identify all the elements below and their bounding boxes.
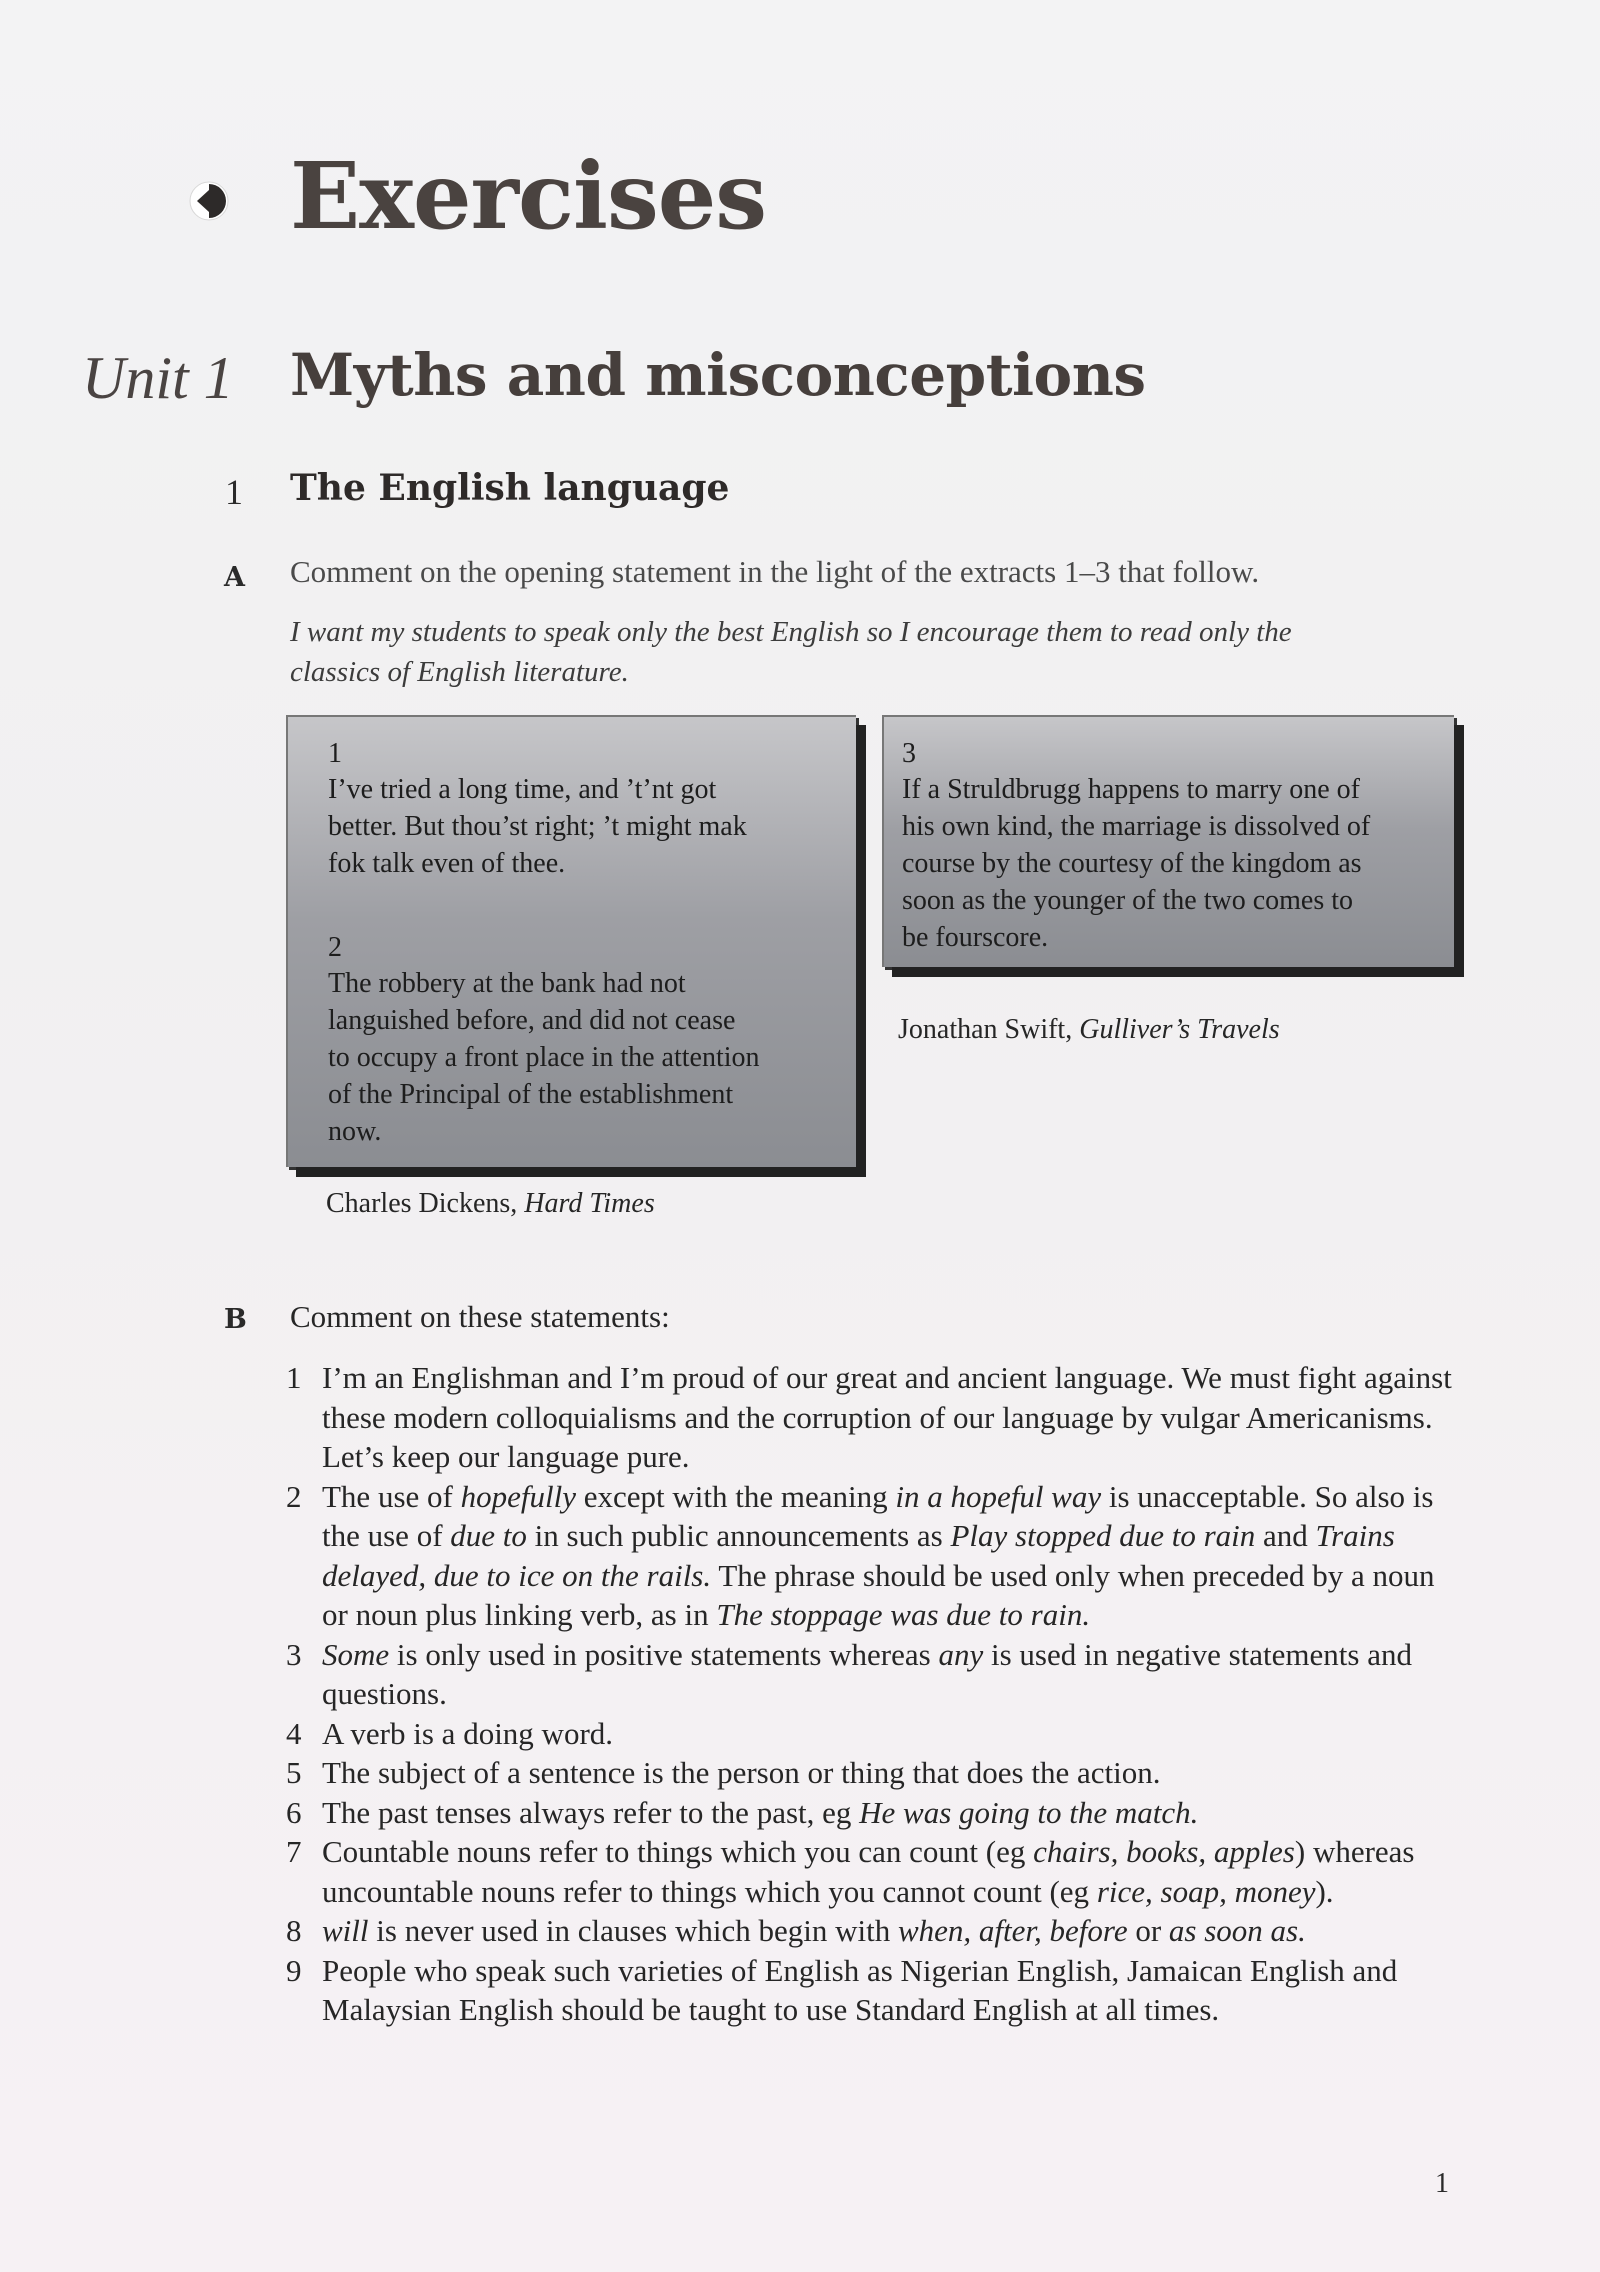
statement-text: Countable nouns refer to things which you can count (eg chairs, books, apples) whereas uncountable nouns refer to things which you cannot count (eg rice, soap, money). <box>322 1834 1415 1909</box>
unit-label: Unit 1 <box>82 345 234 411</box>
extract-3-text <box>902 771 1450 956</box>
extract-line: soon as the younger of the two comes to <box>902 885 1354 916</box>
statement-item <box>286 1793 1466 1833</box>
caption-author: Jonathan Swift, <box>898 1014 1080 1045</box>
part-a-instruction: Comment on the opening statement in the light of the extracts 1–3 that follow. <box>290 554 1260 589</box>
extract-line: fok talk even of thee. <box>328 848 566 879</box>
statement-number: 2 <box>286 1478 302 1514</box>
extract-line: to occupy a front place in the attention <box>328 1042 760 1073</box>
statement-text: I’m an Englishman and I’m proud of our great and ancient language. We must fight against these modern colloquialisms and the corruption of our language by vulgar Americanisms. Let’s keep our language pure. <box>322 1360 1452 1474</box>
extract-line: be fourscore. <box>902 922 1049 953</box>
statement-item <box>286 1951 1466 2030</box>
extract-line: now. <box>328 1116 382 1147</box>
caption-swift <box>898 1016 1280 1044</box>
statement-number: 9 <box>286 1952 302 1988</box>
statement-item <box>286 1911 1466 1951</box>
section-number: 1 <box>225 472 243 512</box>
statement-text: A verb is a doing word. <box>322 1715 614 1751</box>
section-title: The English language <box>290 467 730 509</box>
statement-number: 6 <box>286 1794 302 1830</box>
statement-number: 8 <box>286 1913 302 1948</box>
statement-text: will is never used in clauses which begin with when, after, before or as soon as. <box>322 1913 1306 1948</box>
statement-list <box>286 1358 1466 2030</box>
quote-line-2: classics of English literature. <box>290 656 629 688</box>
statement-text: People who speak such varieties of English as Nigerian English, Jamaican English and Malaysian English should be taught to use Standard English at all times. <box>322 1952 1398 2027</box>
caption-work: Gulliver’s Travels <box>1079 1014 1280 1045</box>
caption-work: Hard Times <box>524 1188 655 1219</box>
caption-dickens <box>326 1190 655 1218</box>
statement-text: The subject of a sentence is the person or thing that does the action. <box>322 1755 1161 1790</box>
extract-line: I’ve tried a long time, and ’t’nt got <box>328 774 717 805</box>
statement-item <box>286 1635 1466 1714</box>
statement-item <box>286 1714 1466 1754</box>
extract-2-text <box>328 965 853 1150</box>
page-heading: Exercises <box>290 142 767 250</box>
extract-line: of the Principal of the establishment <box>328 1079 734 1110</box>
extract-box-left <box>286 715 856 1167</box>
extract-3-number: 3 <box>902 738 916 769</box>
extract-line: course by the courtesy of the kingdom as <box>902 848 1362 879</box>
part-a-letter: A <box>224 562 245 593</box>
unit-title: Myths and misconceptions <box>290 341 1146 409</box>
page-number: 1 <box>1435 2168 1449 2199</box>
quote-line-1: I want my students to speak only the best English so I encourage them to read only the <box>290 616 1292 648</box>
section-arrow-icon <box>188 180 230 222</box>
statement-text: The past tenses always refer to the past, eg He was going to the match. <box>322 1794 1199 1830</box>
statement-item <box>286 1753 1466 1793</box>
extract-box-right <box>882 715 1454 967</box>
statement-item <box>286 1832 1466 1911</box>
statement-text: The use of hopefully except with the meaning in a hopeful way is unacceptable. So also is the use of due to in such public announcements as Play stopped due to rain and Trains delayed, due to ice on the rails. The phrase should be used only when preceded by a noun or noun plus linking verb, as in The stoppage was due to rain. <box>322 1478 1435 1632</box>
statement-item <box>286 1477 1466 1635</box>
statement-number: 3 <box>286 1636 302 1672</box>
statement-number: 7 <box>286 1834 302 1869</box>
extract-line: If a Struldbrugg happens to marry one of <box>902 774 1360 805</box>
extract-line: languished before, and did not cease <box>328 1005 736 1036</box>
opening-statement-quote <box>290 612 1450 692</box>
statement-number: 1 <box>286 1360 302 1395</box>
extract-line: his own kind, the marriage is dissolved of <box>902 811 1371 842</box>
caption-author: Charles Dickens, <box>326 1188 525 1219</box>
extract-line: The robbery at the bank had not <box>328 968 686 999</box>
statement-number: 5 <box>286 1755 302 1790</box>
part-b-letter: B <box>224 1304 247 1335</box>
statement-text: Some is only used in positive statements whereas any is used in negative statements and questions. <box>322 1636 1412 1711</box>
extract-1-text <box>328 771 848 882</box>
part-b-instruction: Comment on these statements: <box>290 1299 670 1334</box>
extract-2-number: 2 <box>328 932 342 963</box>
extract-line: better. But thou’st right; ’t might mak <box>328 811 747 842</box>
statement-number: 4 <box>286 1715 302 1751</box>
extract-1-number: 1 <box>328 738 342 769</box>
statement-item <box>286 1358 1466 1477</box>
